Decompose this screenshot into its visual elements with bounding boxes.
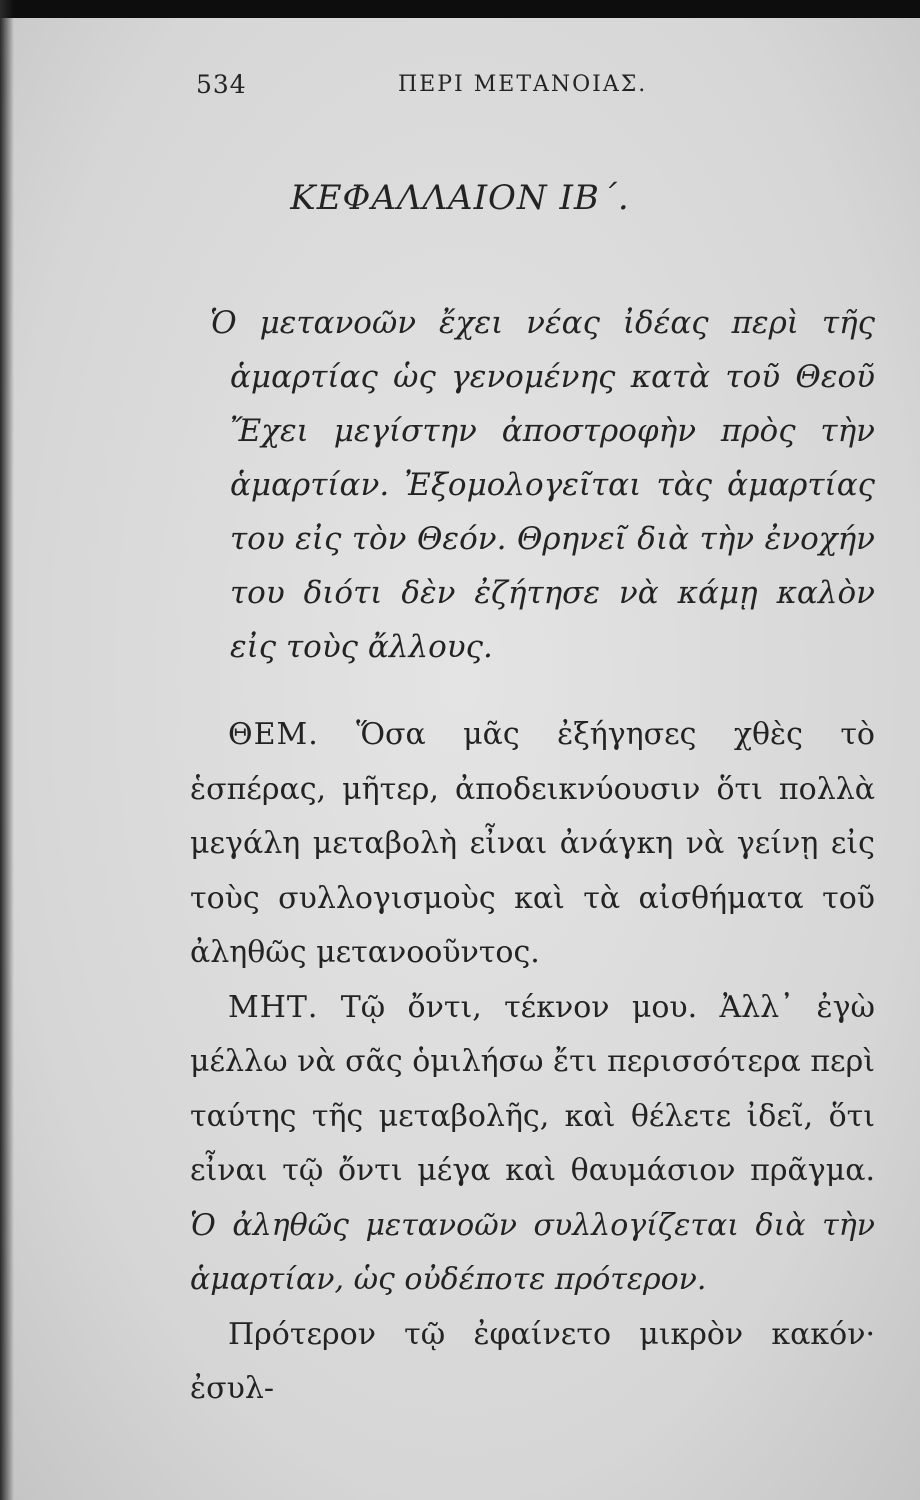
chapter-title: ΚΕΦΑΛΛΑΙΟΝ ΙΒ΄. xyxy=(290,178,630,218)
dialogue-paragraph-mother xyxy=(190,981,875,1308)
paragraph-text: Τῷ ὄντι, τέκνον μου. Ἀλλ᾽ ἐγὼ μέλλω νὰ σᾶς ὁμιλήσω ἔτι περισσότερα περὶ ταύτης τῆς μεταβολῆς, καὶ θέλετε ἰδεῖ, ὅτι εἶναι τῷ ὄντι μέγα καὶ θαυμάσιον πρᾶγμα. xyxy=(190,989,875,1188)
speaker-label: ΘΕΜ. xyxy=(228,717,319,752)
running-head: ΠΕΡΙ ΜΕΤΑΝΟΙΑΣ. xyxy=(398,72,648,97)
paragraph-continuation xyxy=(190,1308,875,1417)
italic-passage: Ὁ ἀληθῶς μετανοῶν συλλογίζεται διὰ τὴν ἁμαρτίαν, ὡς οὐδέποτε πρότερον. xyxy=(190,1207,875,1297)
paragraph-text: Ὅσα μᾶς ἐξήγησες χθὲς τὸ ἑσπέρας, μῆτερ, ἀποδεικνύουσιν ὅτι πολλὰ μεγάλη μεταβολὴ εἶναι ἀνάγκη νὰ γείνῃ εἰς τοὺς συλλογισμοὺς καὶ τὰ αἰσθήματα τοῦ ἀληθῶς μετανοοῦντος. xyxy=(190,717,875,970)
paragraph-text: Πρότερον τῷ ἐφαίνετο μικρὸν κακόν· ἐσυλ- xyxy=(190,1316,875,1406)
page-header xyxy=(196,70,880,110)
dialogue-body xyxy=(190,708,875,1417)
chapter-summary: Ὁ μετανοῶν ἔχει νέας ἰδέας περὶ τῆς ἁμαρτίας ὡς γενομένης κατὰ τοῦ Θεοῦ Ἔχει μεγίστην ἀποστροφὴν πρὸς τὴν ἁμαρτίαν. Ἐξομολογεῖται τὰς ἁμαρτίας του εἰς τὸν Θεόν. Θρηνεῖ διὰ τὴν ἐνοχήν του διότι δὲν ἐζήτησε νὰ κάμῃ καλὸν εἰς τοὺς ἄλλους. xyxy=(210,305,875,665)
page-number: 534 xyxy=(196,70,247,99)
speaker-label: ΜΗΤ. xyxy=(228,989,319,1025)
dialogue-paragraph-themistocles xyxy=(190,708,875,981)
